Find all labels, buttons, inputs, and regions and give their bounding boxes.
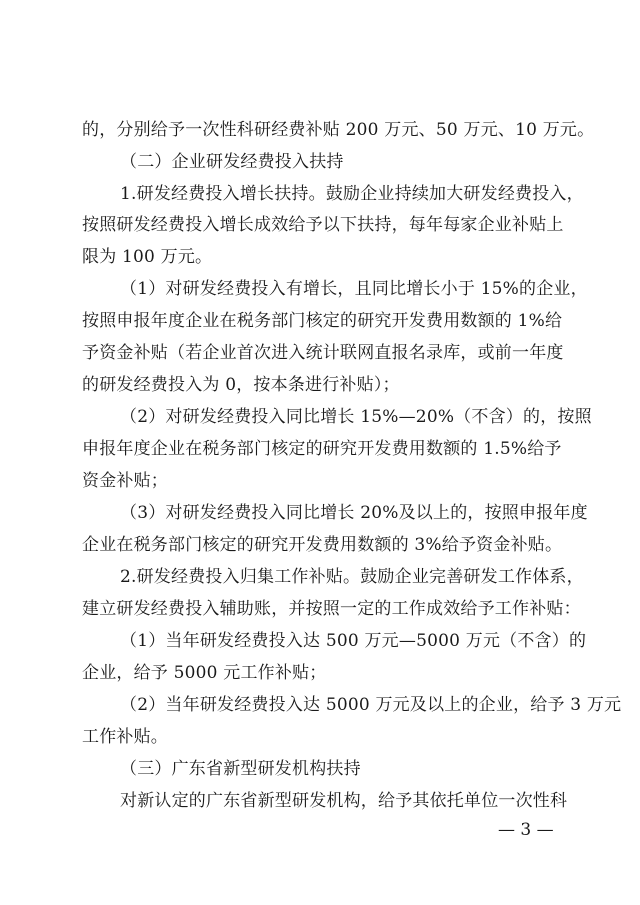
paragraph-line: （2）对研发经费投入同比增长 15%—20%（不含）的，按照 xyxy=(120,407,592,427)
paragraph-line: 限为 100 万元。 xyxy=(82,247,213,267)
paragraph-line: 的研发经费投入为 0，按本条进行补贴）； xyxy=(82,375,400,395)
paragraph-line: 企业，给予 5000 元工作补贴； xyxy=(82,663,327,683)
paragraph-line: （3）对研发经费投入同比增长 20%及以上的，按照申报年度 xyxy=(120,503,588,523)
paragraph-line: 1.研发经费投入增长扶持。鼓励企业持续加大研发经费投入， xyxy=(120,184,584,204)
paragraph-line: 2.研发经费投入归集工作补贴。鼓励企业完善研发工作体系， xyxy=(120,567,584,587)
paragraph-line: 按照研发经费投入增长成效给予以下扶持，每年每家企业补贴上 xyxy=(82,215,564,235)
section-heading-3: （三）广东省新型研发机构扶持 xyxy=(120,759,361,779)
page-number: — 3 — xyxy=(498,820,554,840)
paragraph-line: 予资金补贴（若企业首次进入统计联网直报名录库，或前一年度 xyxy=(82,343,564,363)
paragraph-line: （1）当年研发经费投入达 500 万元—5000 万元（不含）的 xyxy=(120,631,587,651)
paragraph-line: 对新认定的广东省新型研发机构，给予其依托单位一次性科 xyxy=(120,791,568,811)
paragraph-line: （1）对研发经费投入有增长，且同比增长小于 15%的企业， xyxy=(120,279,588,299)
paragraph-line: 申报年度企业在税务部门核定的研究开发费用数额的 1.5%给予 xyxy=(82,439,562,459)
paragraph-line: 工作补贴。 xyxy=(82,727,168,747)
paragraph-line: 建立研发经费投入辅助账，并按照一定的工作成效给予工作补贴： xyxy=(82,599,581,619)
paragraph-line: （2）当年研发经费投入达 5000 万元及以上的企业，给予 3 万元 xyxy=(120,695,622,715)
paragraph-line: 企业在税务部门核定的研究开发费用数额的 3%给予资金补贴。 xyxy=(82,535,563,555)
paragraph-line: 资金补贴； xyxy=(82,471,168,491)
paragraph-line: 按照申报年度企业在税务部门核定的研究开发费用数额的 1%给 xyxy=(82,311,563,331)
section-heading-2: （二）企业研发经费投入扶持 xyxy=(120,152,344,172)
paragraph-line: 的，分别给予一次性科研经费补贴 200 万元、50 万元、10 万元。 xyxy=(82,120,595,140)
